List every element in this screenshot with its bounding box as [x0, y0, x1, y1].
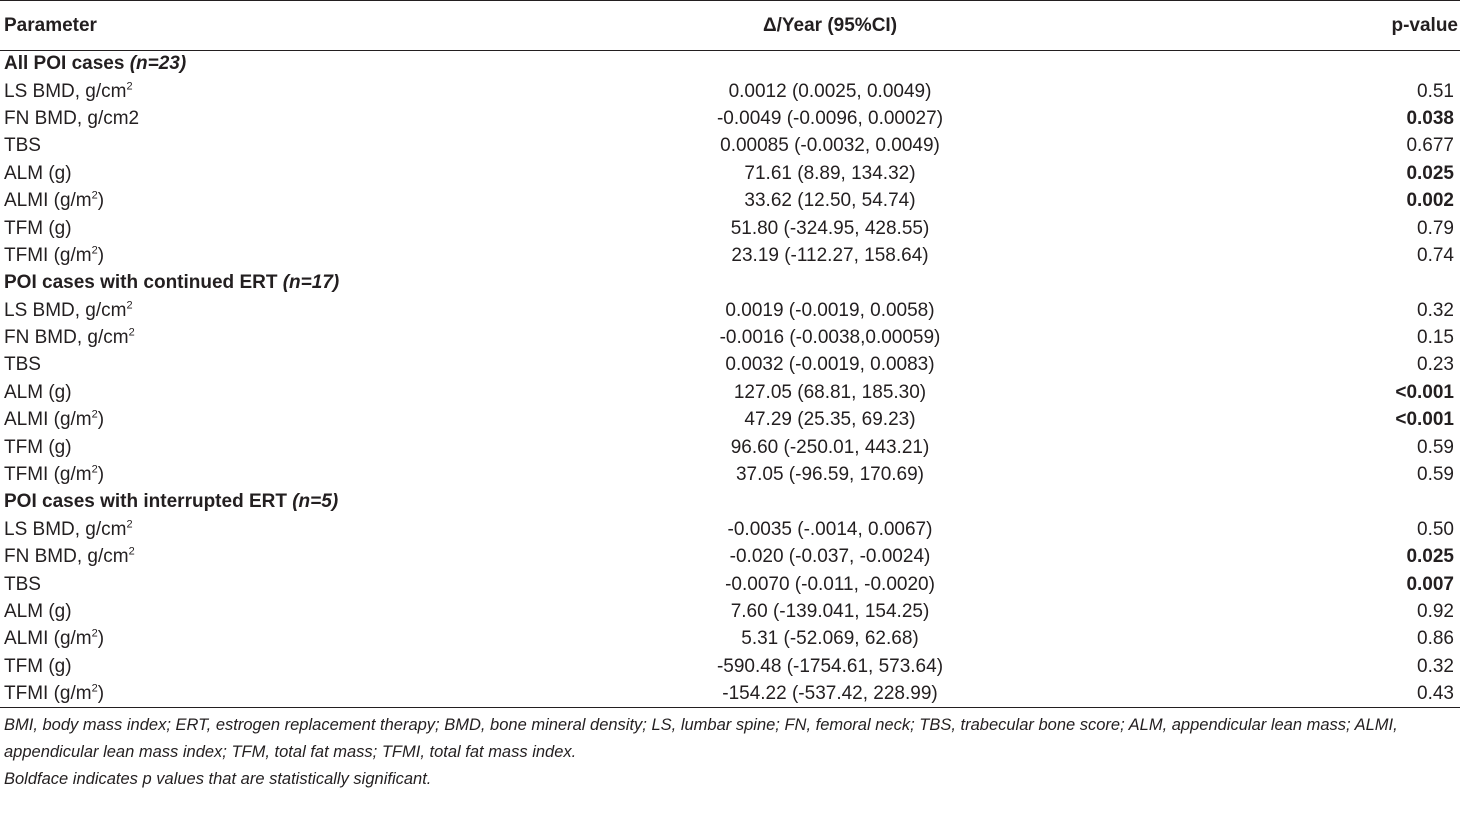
parameter-superscript: 2	[91, 189, 98, 202]
table-body	[0, 51, 1460, 708]
p-value-cell: 0.74	[1417, 244, 1454, 266]
p-value-cell: 0.23	[1417, 354, 1454, 376]
table-row	[0, 324, 1460, 351]
parameter-cell	[0, 571, 560, 598]
parameter-suffix: )	[97, 409, 105, 431]
p-value-cell: 0.002	[1406, 190, 1454, 212]
parameter-cell	[0, 242, 560, 269]
table-row	[0, 598, 1460, 625]
table-footnotes	[0, 712, 1460, 793]
parameter-label: LS BMD, g/cm	[4, 80, 127, 102]
parameter-label: ALM (g)	[4, 162, 72, 184]
delta-year-cell: 33.62 (12.50, 54.74)	[744, 190, 916, 212]
delta-year-cell: 127.05 (68.81, 185.30)	[733, 381, 927, 403]
section-heading	[0, 51, 1460, 78]
table-header	[0, 1, 1460, 51]
p-value-cell: 0.15	[1417, 327, 1454, 349]
parameter-suffix: )	[97, 464, 105, 486]
section-sample-size: (n=23)	[129, 53, 187, 75]
p-value-cell: 0.92	[1417, 601, 1454, 622]
delta-year-cell: -0.0049 (-0.0096, 0.00027)	[716, 107, 944, 129]
parameter-cell	[0, 78, 560, 105]
delta-year-cell: -590.48 (-1754.61, 573.64)	[716, 655, 944, 677]
section-title: POI cases with interrupted ERT	[4, 491, 293, 513]
parameter-superscript: 2	[126, 80, 133, 93]
table-row	[0, 78, 1460, 105]
parameter-cell	[0, 598, 560, 625]
header-delta-year: Δ/Year (95%CI)	[560, 1, 980, 51]
parameter-superscript: 2	[128, 326, 135, 339]
table-row	[0, 680, 1460, 707]
section-title: POI cases with continued ERT	[4, 272, 283, 294]
p-value-cell: 0.025	[1406, 546, 1454, 568]
delta-year-cell: 5.31 (-52.069, 62.68)	[741, 628, 919, 650]
table-row	[0, 379, 1460, 406]
parameter-cell	[0, 407, 560, 434]
p-value-cell: 0.32	[1417, 299, 1454, 321]
table-row	[0, 653, 1460, 680]
parameter-label: TFM (g)	[4, 436, 72, 458]
table-row	[0, 571, 1460, 598]
parameter-superscript: 2	[126, 518, 133, 531]
delta-year-cell: 51.80 (-324.95, 428.55)	[730, 217, 930, 239]
p-value-cell: <0.001	[1395, 381, 1454, 403]
p-value-cell: 0.007	[1406, 573, 1454, 595]
parameter-suffix: )	[97, 682, 105, 704]
parameter-label: FN BMD, g/cm2	[4, 107, 140, 129]
p-value-cell: 0.59	[1417, 436, 1454, 458]
delta-year-cell: 71.61 (8.89, 134.32)	[744, 162, 916, 184]
delta-year-cell: 0.0019 (-0.0019, 0.0058)	[725, 299, 935, 321]
section-heading	[0, 489, 1460, 516]
parameter-label: TFM (g)	[4, 655, 72, 677]
parameter-cell	[0, 653, 560, 680]
parameter-superscript: 2	[126, 299, 133, 312]
parameter-superscript: 2	[91, 682, 98, 695]
parameter-cell	[0, 680, 560, 707]
header-p-value: p-value	[980, 1, 1460, 51]
section-sample-size: (n=5)	[292, 491, 339, 513]
parameter-label: ALM (g)	[4, 381, 72, 403]
parameter-superscript: 2	[91, 628, 98, 641]
parameter-label: TFMI (g/m	[4, 244, 92, 266]
section-title: All POI cases	[4, 53, 130, 75]
parameter-cell	[0, 187, 560, 214]
delta-year-cell: 23.19 (-112.27, 158.64)	[731, 244, 929, 266]
header-row	[0, 1, 1460, 51]
parameter-cell	[0, 544, 560, 571]
p-value-cell: 0.038	[1406, 107, 1454, 129]
p-value-cell: 0.59	[1417, 464, 1454, 486]
parameter-label: TBS	[4, 135, 41, 157]
parameter-label: ALMI (g/m	[4, 190, 92, 212]
table-row	[0, 407, 1460, 434]
table-row	[0, 215, 1460, 242]
abbreviations-note: BMI, body mass index; ERT, estrogen replacement therapy; BMD, bone mineral density; LS, lumbar spine; FN, femoral neck; TBS, trabecular bone score; ALM, appendicular lean mass; ALMI, appendicular lean mass index; TFM, total fat mass; TFMI, total fat mass index.	[4, 716, 1398, 762]
delta-year-cell: -154.22 (-537.42, 228.99)	[560, 680, 980, 707]
parameter-cell	[0, 324, 560, 351]
parameter-cell	[0, 297, 560, 324]
parameter-label: ALMI (g/m	[4, 409, 92, 431]
parameter-cell	[0, 379, 560, 406]
parameter-superscript: 2	[91, 244, 98, 257]
parameter-cell	[0, 516, 560, 543]
parameter-suffix: )	[97, 628, 105, 650]
parameter-cell	[0, 160, 560, 187]
delta-year-cell: 0.0032 (-0.0019, 0.0083)	[725, 354, 935, 376]
parameter-cell	[0, 434, 560, 461]
parameter-suffix: )	[97, 244, 105, 266]
table-row	[0, 187, 1460, 214]
table-row	[0, 516, 1460, 543]
parameter-label: TFMI (g/m	[4, 464, 92, 486]
table-row	[0, 297, 1460, 324]
parameter-label: TBS	[4, 354, 41, 376]
p-value-cell: 0.50	[1417, 518, 1454, 540]
p-value-cell: 0.32	[1417, 655, 1454, 677]
section-heading	[0, 270, 1460, 297]
parameter-label: FN BMD, g/cm	[4, 546, 129, 568]
p-value-cell: <0.001	[1395, 409, 1454, 431]
parameter-label: ALM (g)	[4, 601, 72, 622]
parameter-label: ALMI (g/m	[4, 628, 92, 650]
parameter-cell	[0, 105, 560, 132]
parameter-label: TFMI (g/m	[4, 682, 92, 704]
delta-year-cell: -0.020 (-0.037, -0.0024)	[729, 546, 931, 568]
boldface-note: Boldface indicates p values that are statistically significant.	[4, 770, 432, 789]
parameter-superscript: 2	[128, 545, 135, 558]
p-value-cell: 0.79	[1417, 217, 1454, 239]
p-value-cell: 0.43	[980, 680, 1460, 707]
p-value-cell: 0.51	[1417, 80, 1454, 102]
p-value-cell: 0.86	[1417, 628, 1454, 650]
parameter-label: FN BMD, g/cm	[4, 327, 129, 349]
p-value-cell: 0.025	[1406, 162, 1454, 184]
parameter-cell	[0, 352, 560, 379]
section-sample-size: (n=17)	[282, 272, 340, 294]
table-row	[0, 626, 1460, 653]
parameter-cell	[0, 133, 560, 160]
delta-year-cell: 37.05 (-96.59, 170.69)	[735, 464, 925, 486]
parameter-label: LS BMD, g/cm	[4, 518, 127, 540]
table-row	[0, 544, 1460, 571]
parameter-suffix: )	[97, 190, 105, 212]
table-row	[0, 160, 1460, 187]
delta-year-cell: 0.00085 (-0.0032, 0.0049)	[720, 135, 940, 157]
parameter-cell	[0, 461, 560, 488]
section-row	[0, 489, 1460, 516]
parameter-superscript: 2	[91, 463, 98, 476]
table-row	[0, 352, 1460, 379]
delta-year-cell: -0.0016 (-0.0038,0.00059)	[719, 327, 941, 349]
table-row	[0, 461, 1460, 488]
table-row	[0, 242, 1460, 269]
parameter-label: LS BMD, g/cm	[4, 299, 127, 321]
parameter-cell	[0, 626, 560, 653]
table-row	[0, 434, 1460, 461]
delta-year-cell: -0.0035 (-.0014, 0.0067)	[727, 518, 933, 540]
section-row	[0, 51, 1460, 78]
delta-year-cell: 7.60 (-139.041, 154.25)	[730, 601, 930, 622]
parameter-cell	[0, 215, 560, 242]
delta-year-cell: 96.60 (-250.01, 443.21)	[730, 436, 930, 458]
delta-year-cell: 0.0012 (0.0025, 0.0049)	[728, 80, 932, 102]
parameter-label: TBS	[4, 573, 41, 595]
table-row	[0, 133, 1460, 160]
delta-year-cell: 47.29 (25.35, 69.23)	[744, 409, 916, 431]
parameter-label: TFM (g)	[4, 217, 72, 239]
p-value-cell: 0.677	[1406, 135, 1454, 157]
parameter-superscript: 2	[91, 408, 98, 421]
section-row	[0, 270, 1460, 297]
table-row	[0, 105, 1460, 132]
delta-year-cell: -0.0070 (-0.011, -0.0020)	[725, 573, 935, 595]
header-parameter: Parameter	[0, 1, 560, 51]
